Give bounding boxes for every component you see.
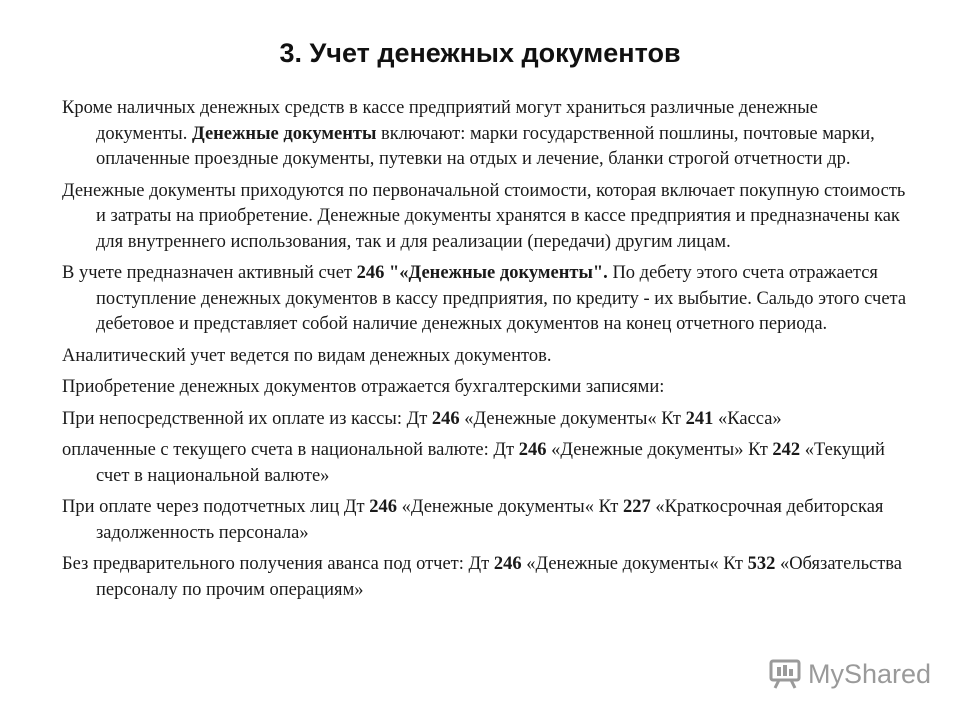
- paragraph-valuation: Денежные документы приходуются по первоначальной стоимости, которая включает покупную стоимость и затраты на приобретение. Денежные документы хранятся в кассе предприятия и предназначены как для внутреннего использования, так и для реализации (передачи) другим лицам.: [62, 180, 906, 252]
- paragraph-analytics: Аналитический учет ведется по видам денежных документов.: [62, 345, 552, 366]
- entry-cash-payment: При непосредственной их оплате из кассы: Дт 246 «Денежные документы« Кт 241 «Касса»: [62, 408, 782, 429]
- paragraph-entries-intro: Приобретение денежных документов отражается бухгалтерскими записями:: [62, 377, 665, 397]
- presentation-board-icon: [768, 657, 802, 691]
- watermark-text: MyShared: [808, 658, 932, 689]
- paragraph-account-246: В учете предназначен активный счет 246 "«Денежные документы". По дебету этого счета отражается поступление денежных документов в кассу предприятия, по кредиту - их выбытие. Сальдо этого счета дебетовое и представляет собой наличие денежных документов на конец отчетного периода.: [62, 263, 907, 334]
- entry-no-advance: Без предварительного получения аванса под отчет: Дт 246 «Денежные документы« Кт 532 «Обязательства персоналу по прочим операциям»: [62, 554, 903, 600]
- document-body: [62, 96, 912, 609]
- entry-accountable-persons: При оплате через подотчетных лиц Дт 246 «Денежные документы« Кт 227 «Краткосрочная дебиторская задолженность персонала»: [62, 497, 884, 543]
- paragraph-intro: Кроме наличных денежных средств в кассе предприятий могут храниться различные денежные документы. Денежные документы включают: марки государственной пошлины, почтовые марки, оплаченные проездные документы, путевки на отдых и лечение, бланки строгой отчетности др.: [62, 98, 875, 169]
- entry-current-account: оплаченные с текущего счета в национальной валюте: Дт 246 «Денежные документы» Кт 242 «Текущий счет в национальной валюте»: [62, 440, 885, 486]
- page-title: 3. Учет денежных документов: [279, 38, 681, 68]
- watermark: [768, 656, 931, 692]
